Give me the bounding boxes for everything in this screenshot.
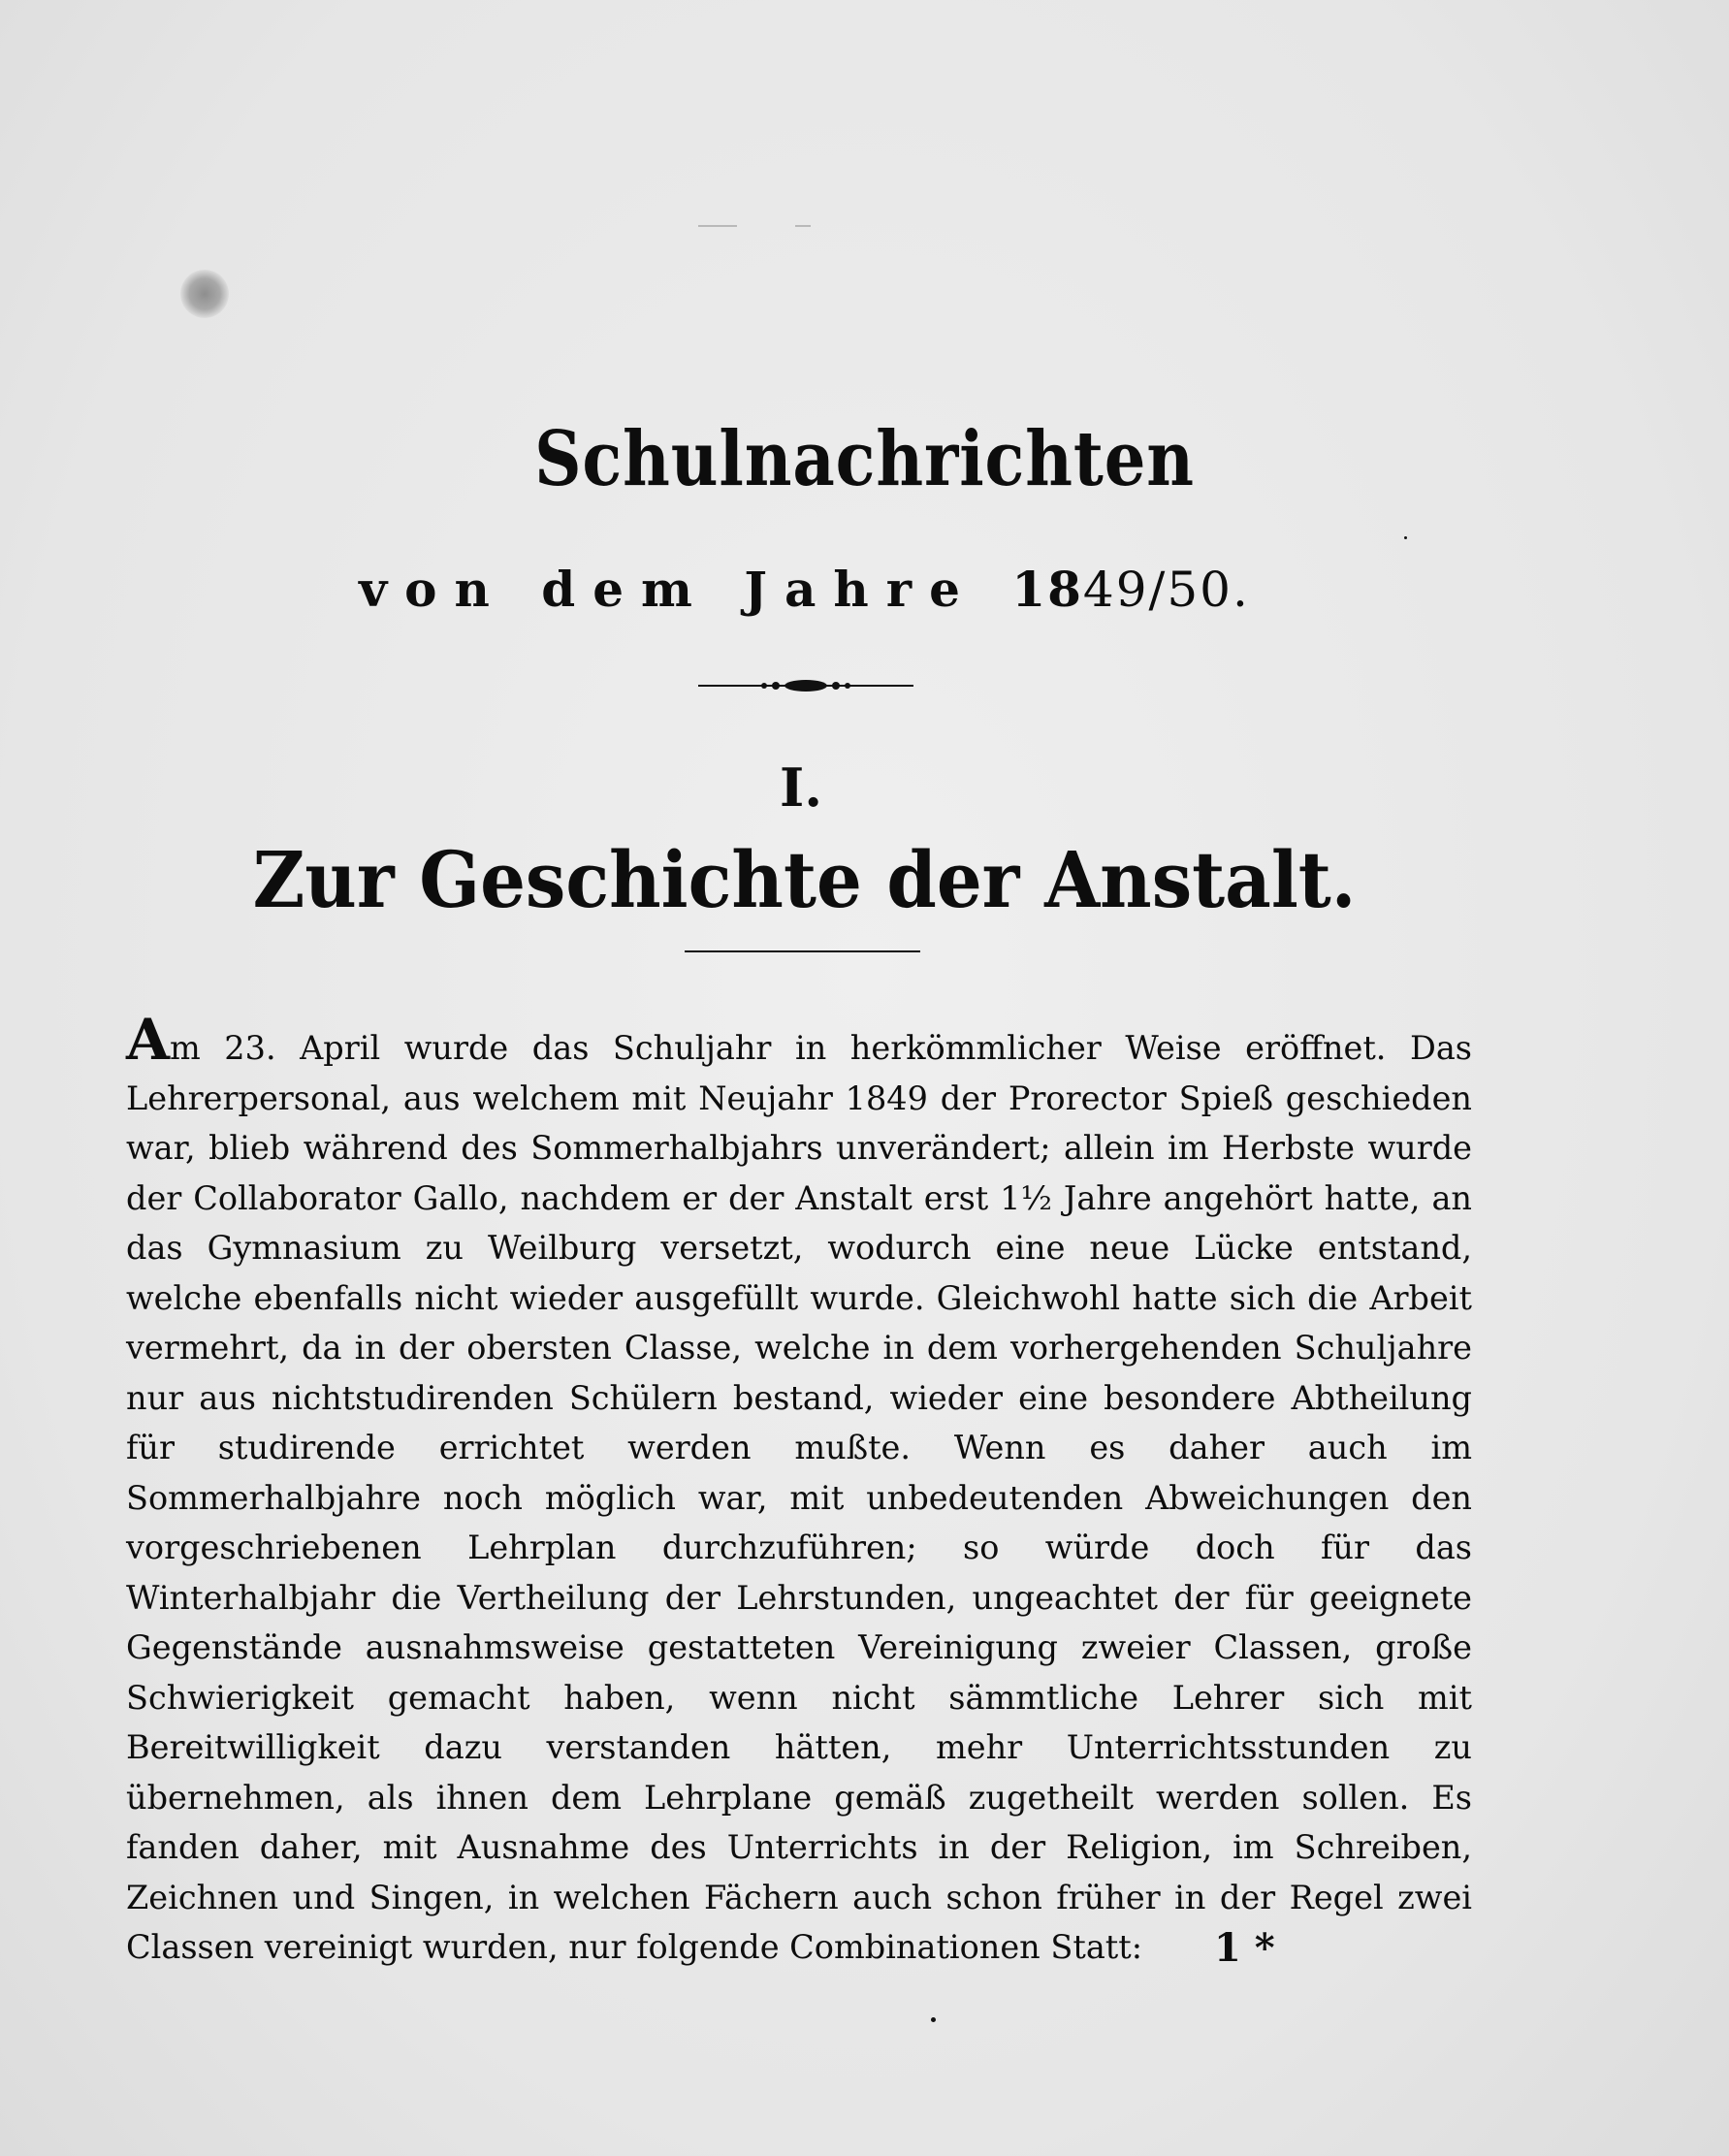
body-text: m 23. April wurde das Schuljahr in herkömmlicher Weise eröffnet. Das Lehrerpersonal, aus welchem mit Neujahr 1849 der Prorector Spieß geschieden war, blieb während des Sommerhalbjahrs unverändert; allein im Herbste wurde der Collaborator Gallo, nachdem er der Anstalt erst 1½ Jahre angehört hatte, an das Gymnasium zu Weilburg versetzt, wodurch eine neue Lücke entstand, welche ebenfalls nicht wieder ausgefüllt wurde. Gleichwohl hatte sich die Arbeit vermehrt, da in der obersten Classe, welche in dem vorhergehenden Schuljahre nur aus nichtstudirenden Schülern bestand, wieder eine besondere Abtheilung für studirende errichtet werden mußte. Wenn es daher auch im Sommerhalbjahre noch möglich war, mit unbedeutenden Abweichungen den vorgeschriebenen Lehrplan durchzuführen; so würde doch für das Winterhalbjahr die Vertheilung der Lehrstunden, ungeachtet der für geeignete Gegenstände ausnahmsweise gestatteten Vereinigung zweier Classen, große Schwierigkeit gemacht haben, wenn nicht sämmtliche Lehrer sich mit Bereitwilligkeit dazu verstanden hätten, mehr Unterrichtsstunden zu übernehmen, als ihnen dem Lehrplane gemäß zugetheilt werden sollen. Es fanden daher, mit Ausnahme des Unterrichts in der Religion, im Schreiben, Zeichnen und Singen, in welchen Fächern auch schon früher in der Regel zwei Classen vereinigt wurden, nur folgende Combinationen Statt: <box>126 1029 1472 1966</box>
ink-stain <box>180 270 229 318</box>
subtitle-year: 1849/50. <box>1011 561 1250 618</box>
heading-rule <box>685 950 920 952</box>
body-paragraph <box>126 1007 1472 1973</box>
document-title: Schulnachrichten <box>534 415 1195 503</box>
section-number: I. <box>779 756 823 819</box>
speck <box>1404 536 1407 539</box>
subtitle-fraction: 49/50. <box>1082 562 1250 618</box>
ornament-divider <box>698 675 913 696</box>
bleed-mark <box>795 225 811 227</box>
drop-cap: A <box>126 1007 171 1073</box>
document-subtitle <box>0 561 1609 618</box>
section-heading: Zur Geschichte der Anstalt. <box>252 834 1357 925</box>
bleed-mark <box>698 225 737 227</box>
page-number: 1 * <box>1214 1925 1275 1971</box>
subtitle-prefix: von dem Jahre <box>359 561 977 618</box>
speck <box>931 2017 936 2022</box>
